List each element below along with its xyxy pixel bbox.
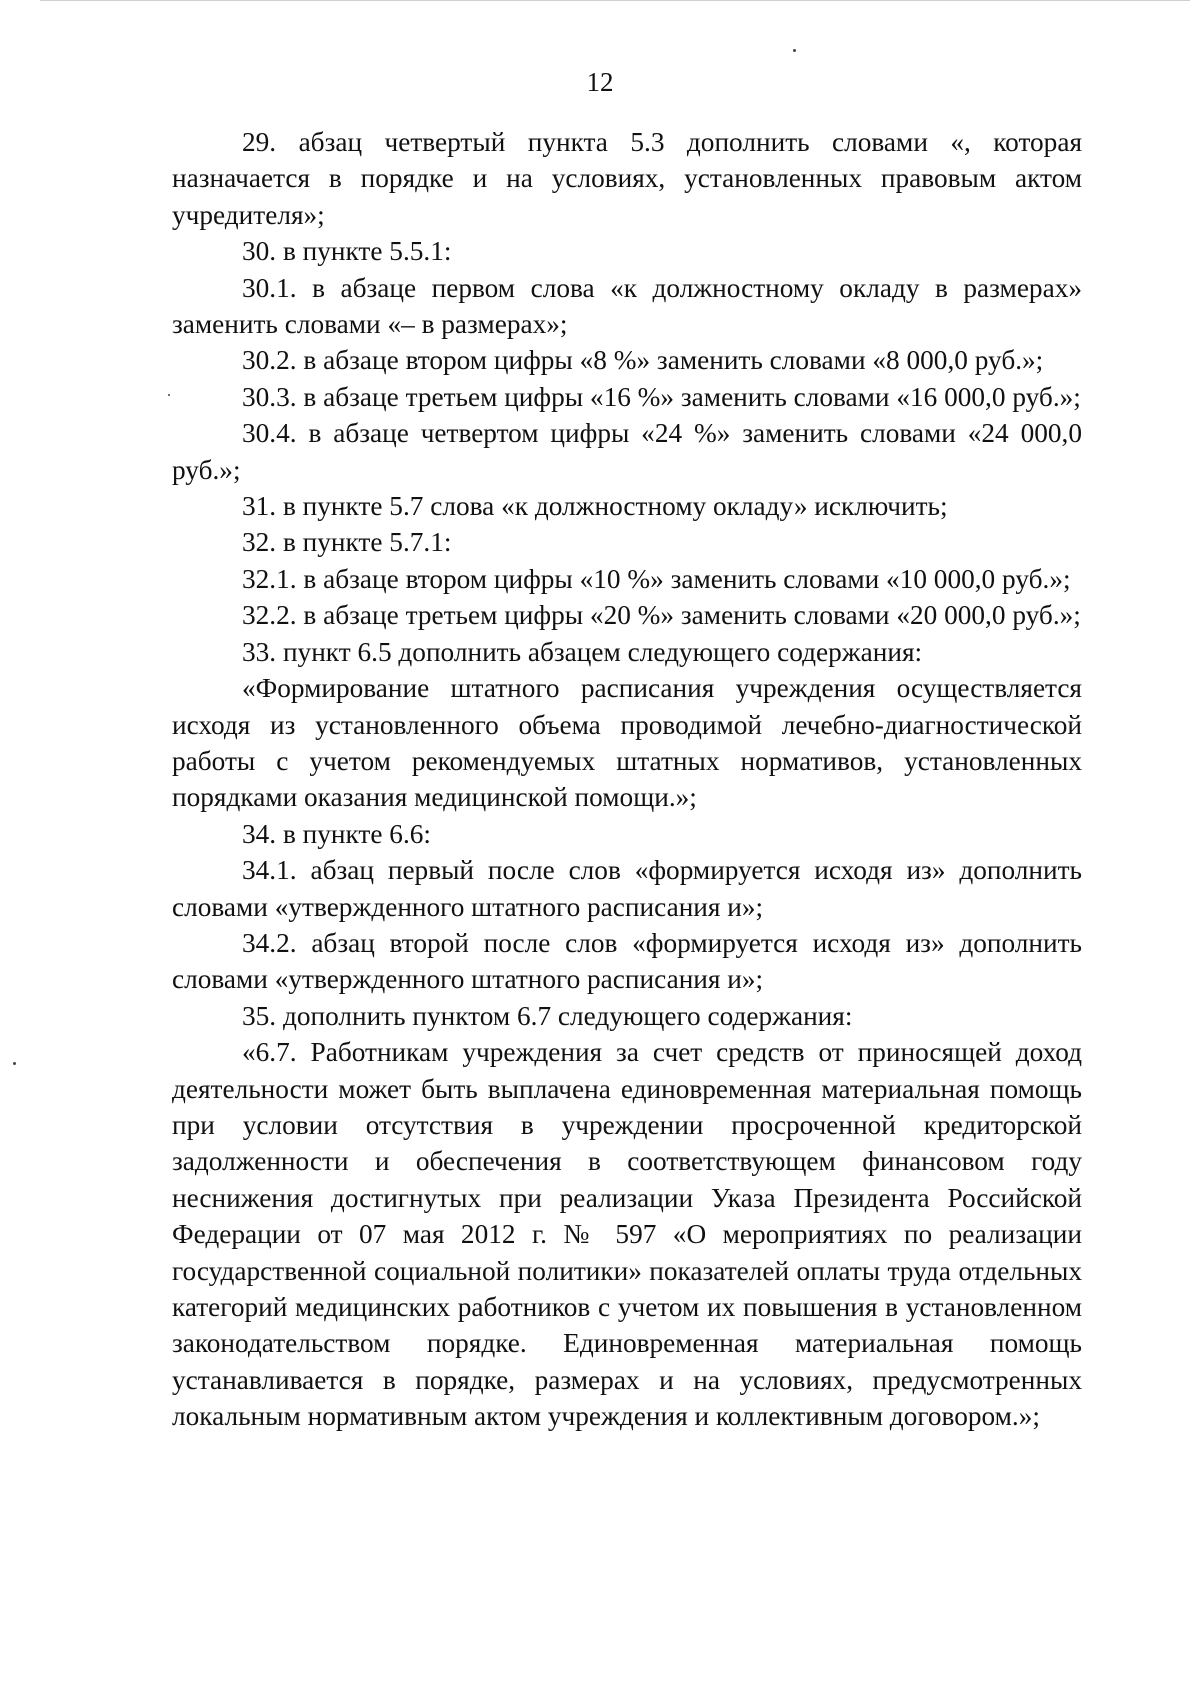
paragraph-30-2: 30.2. в абзаце втором цифры «8 %» заменить словами «8 000,0 руб.»; [242, 345, 1044, 376]
paragraph-30: 30. в пункте 5.5.1: [242, 236, 452, 267]
paragraph-30-3: 30.3. в абзаце третьем цифры «16 %» заменить словами «16 000,0 руб.»; [242, 381, 1081, 412]
scan-speck [13, 1062, 16, 1065]
paragraph-34: 34. в пункте 6.6: [242, 818, 431, 849]
page-number: 12 [586, 67, 614, 97]
paragraph-30-1: 30.1. в абзаце первом слова «к должностному окладу в размерах» заменить словами «– в размерах»; [172, 272, 1082, 340]
scan-speck [793, 49, 796, 52]
document-body [172, 124, 1082, 1435]
scan-speck [168, 394, 170, 396]
paragraph-30-4: 30.4. в абзаце четвертом цифры «24 %» заменить словами «24 000,0 руб.»; [172, 418, 1082, 485]
paragraph-32-1: 32.1. в абзаце втором цифры «10 %» заменить словами «10 000,0 руб.»; [242, 563, 1071, 594]
paragraph-35-quote: «6.7. Работникам учреждения за счет средств от приносящей доход деятельности может быть выплачена единовременная материальная помощь при условии отсутствия в учреждении просроченной кредиторской задолженности и обеспечения в соответствующем финансовом году неснижения достигнутых при реализации Указа Президента Российской Федерации от 07 мая 2012 г. № 597 «О мероприятиях по реализации государственной социальной политики» показателей оплаты труда отдельных категорий медицинских работников с учетом их повышения в установленном законодательством порядке. Единовременная материальная помощь устанавливается в порядке, размерах и на условиях, предусмотренных локальным нормативным актом учреждения и коллективным договором.»; [172, 1037, 1082, 1432]
paragraph-35: 35. дополнить пунктом 6.7 следующего содержания: [242, 1000, 853, 1031]
paragraph-29: 29. абзац четвертый пункта 5.3 дополнить словами «, которая назначается в порядке и на условиях, установленных правовым актом учредителя»; [172, 127, 1082, 230]
paragraph-34-2: 34.2. абзац второй после слов «формируется исходя из» дополнить словами «утвержденного штатного расписания и»; [172, 927, 1082, 995]
paragraph-33-quote: «Формирование штатного расписания учреждения осуществляется исходя из установленного объема проводимой лечебно-диагностической работы с учетом рекомендуемых штатных нормативов, установленных порядками оказания медицинской помощи.»; [172, 673, 1082, 813]
paragraph-32: 32. в пункте 5.7.1: [242, 527, 452, 558]
scan-edge-line [40, 0, 1190, 1]
paragraph-34-1: 34.1. абзац первый после слов «формируется исходя из» дополнить словами «утвержденного штатного расписания и»; [172, 855, 1082, 922]
paragraph-33: 33. пункт 6.5 дополнить абзацем следующего содержания: [242, 636, 923, 667]
paragraph-31: 31. в пункте 5.7 слова «к должностному окладу» исключить; [242, 491, 948, 522]
paragraph-32-2: 32.2. в абзаце третьем цифры «20 %» заменить словами «20 000,0 руб.»; [242, 600, 1081, 631]
